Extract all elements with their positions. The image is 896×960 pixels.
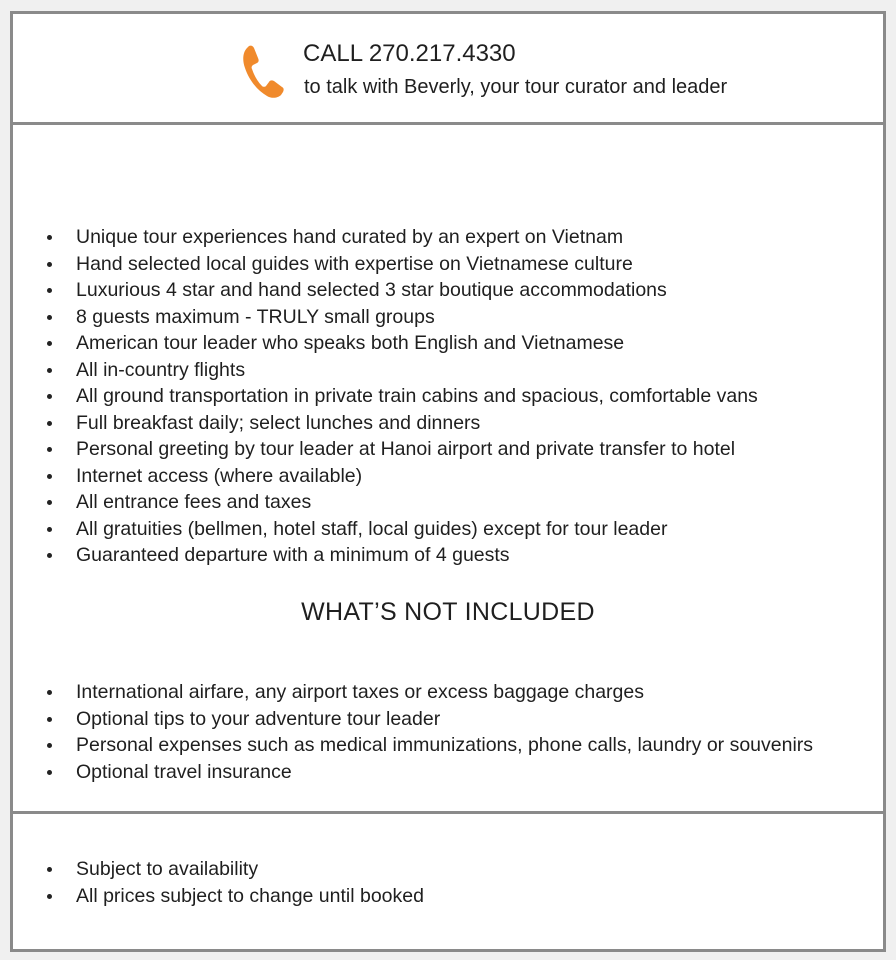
bullet-icon [47, 341, 52, 346]
call-subtitle: to talk with Beverly, your tour curator and leader [304, 76, 728, 98]
list-item: All ground transportation in private train cabins and spacious, comfortable vans [13, 383, 758, 410]
call-phone-number[interactable]: CALL 270.217.4330 [303, 40, 516, 67]
bullet-icon [47, 867, 52, 872]
bullet-icon [47, 262, 52, 267]
bullet-icon [47, 770, 52, 775]
bullet-icon [47, 894, 52, 899]
bullet-icon [47, 690, 52, 695]
section-divider [13, 811, 883, 814]
bullet-icon [47, 235, 52, 240]
bullet-icon [47, 553, 52, 558]
list-item: All prices subject to change until booked [13, 883, 424, 910]
bullet-icon [47, 500, 52, 505]
not-included-list [13, 679, 813, 785]
section-divider [13, 122, 883, 125]
included-list [13, 224, 758, 569]
list-item: Hand selected local guides with expertise on Vietnamese culture [13, 251, 758, 278]
bullet-icon [47, 394, 52, 399]
phone-icon [241, 42, 285, 100]
not-included-heading: WHAT’S NOT INCLUDED [301, 598, 595, 626]
bullet-icon [47, 447, 52, 452]
list-item: Full breakfast daily; select lunches and dinners [13, 410, 758, 437]
list-item: Subject to availability [13, 856, 424, 883]
bullet-icon [47, 421, 52, 426]
bullet-icon [47, 717, 52, 722]
bullet-icon [47, 368, 52, 373]
tour-info-panel [10, 11, 886, 952]
call-section [13, 14, 883, 122]
list-item: 8 guests maximum - TRULY small groups [13, 304, 758, 331]
bullet-icon [47, 743, 52, 748]
bullet-icon [47, 315, 52, 320]
bullet-icon [47, 288, 52, 293]
bullet-icon [47, 474, 52, 479]
bullet-icon [47, 527, 52, 532]
list-item: Unique tour experiences hand curated by an expert on Vietnam [13, 224, 758, 251]
list-item: Optional travel insurance [13, 759, 813, 786]
list-item: International airfare, any airport taxes or excess baggage charges [13, 679, 813, 706]
list-item: Personal greeting by tour leader at Hanoi airport and private transfer to hotel [13, 436, 758, 463]
list-item: American tour leader who speaks both English and Vietnamese [13, 330, 758, 357]
notes-list [13, 856, 424, 909]
list-item: Luxurious 4 star and hand selected 3 star boutique accommodations [13, 277, 758, 304]
list-item: Personal expenses such as medical immunizations, phone calls, laundry or souvenirs [13, 732, 813, 759]
list-item: Optional tips to your adventure tour leader [13, 706, 813, 733]
list-item: Guaranteed departure with a minimum of 4 guests [13, 542, 758, 569]
list-item: All in-country flights [13, 357, 758, 384]
list-item: All gratuities (bellmen, hotel staff, local guides) except for tour leader [13, 516, 758, 543]
list-item: Internet access (where available) [13, 463, 758, 490]
list-item: All entrance fees and taxes [13, 489, 758, 516]
